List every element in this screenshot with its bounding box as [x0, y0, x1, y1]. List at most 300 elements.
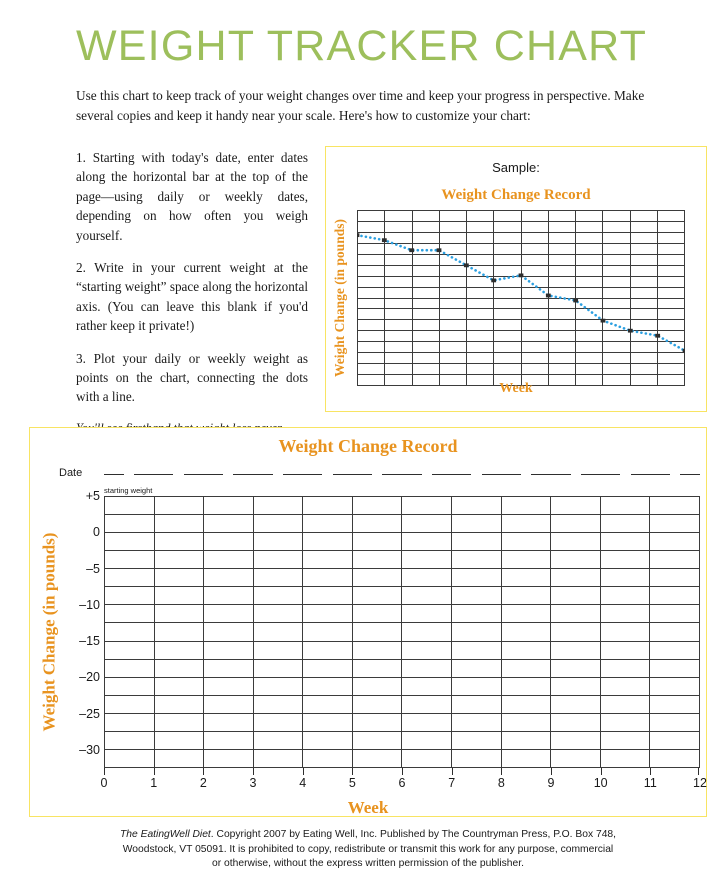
grid-cell	[601, 569, 651, 587]
grid-cell	[502, 587, 552, 605]
date-entry-blanks[interactable]	[104, 474, 700, 486]
grid-cell	[204, 533, 254, 551]
grid-cell	[303, 660, 353, 678]
grid-cell	[549, 320, 576, 331]
grid-cell	[105, 569, 155, 587]
grid-cell	[576, 309, 603, 320]
grid-cell	[601, 515, 651, 533]
grid-cell	[522, 331, 549, 342]
grid-cell	[358, 288, 385, 299]
grid-cell	[452, 732, 502, 750]
footer-text: . Copyright 2007 by Eating Well, Inc. Published by The Countryman Press, P.O. Box 748, Woodstock, VT 05091. It is prohibited to copy, redistribute or transmit this work for any purpose, commercial or otherwise, without the express written permission of the publisher.	[122, 829, 617, 870]
date-blank-line[interactable]	[581, 474, 621, 475]
grid-cell	[650, 569, 700, 587]
grid-cell	[204, 732, 254, 750]
grid-cell	[549, 342, 576, 353]
grid-cell	[303, 533, 353, 551]
grid-cell	[204, 642, 254, 660]
grid-cell	[631, 320, 658, 331]
grid-cell	[502, 515, 552, 533]
grid-cell	[155, 623, 205, 641]
grid-cell	[551, 714, 601, 732]
grid-cell	[204, 515, 254, 533]
grid-cell	[601, 714, 651, 732]
grid-cell	[254, 587, 304, 605]
grid-cell	[549, 353, 576, 364]
grid-cell	[551, 642, 601, 660]
x-axis-tick-mark	[551, 768, 552, 775]
grid-cell	[254, 533, 304, 551]
grid-cell	[603, 299, 630, 310]
main-chart-plot-area[interactable]	[104, 496, 700, 768]
grid-cell	[254, 660, 304, 678]
grid-cell	[494, 353, 521, 364]
grid-cell	[440, 320, 467, 331]
grid-cell	[303, 569, 353, 587]
grid-cell	[204, 750, 254, 768]
grid-cell	[631, 244, 658, 255]
grid-cell	[603, 266, 630, 277]
grid-cell	[353, 750, 403, 768]
grid-cell	[303, 732, 353, 750]
grid-cell	[494, 233, 521, 244]
x-axis-tick-mark	[601, 768, 602, 775]
grid-cell	[467, 211, 494, 222]
grid-cell	[658, 288, 685, 299]
grid-cell	[254, 750, 304, 768]
x-axis-tick-label: 2	[199, 776, 207, 790]
grid-cell	[353, 587, 403, 605]
grid-cell	[494, 342, 521, 353]
grid-cell	[502, 660, 552, 678]
grid-cell	[358, 299, 385, 310]
grid-cell	[502, 533, 552, 551]
grid-cell	[658, 299, 685, 310]
grid-cell	[413, 277, 440, 288]
footer-copyright	[118, 828, 618, 872]
grid-cell	[522, 364, 549, 375]
grid-cell	[452, 515, 502, 533]
x-axis-tick-mark	[253, 768, 254, 775]
grid-cell	[658, 353, 685, 364]
grid-cell	[551, 515, 601, 533]
x-axis-tick-label: 4	[299, 776, 307, 790]
grid-cell	[452, 714, 502, 732]
grid-cell	[551, 623, 601, 641]
grid-cell	[452, 587, 502, 605]
date-blank-line[interactable]	[283, 474, 323, 475]
y-axis-tick-label: –30	[79, 742, 100, 757]
grid-cell	[658, 233, 685, 244]
grid-cell	[155, 750, 205, 768]
grid-cell	[658, 331, 685, 342]
grid-cell	[385, 233, 412, 244]
grid-cell	[385, 244, 412, 255]
grid-cell	[603, 255, 630, 266]
grid-cell	[522, 288, 549, 299]
grid-cell	[452, 569, 502, 587]
grid-cell	[551, 587, 601, 605]
date-blank-line[interactable]	[134, 474, 174, 475]
grid-cell	[105, 750, 155, 768]
x-axis-tick-label: 0	[100, 776, 108, 790]
grid-cell	[658, 244, 685, 255]
grid-cell	[549, 277, 576, 288]
grid-cell	[494, 255, 521, 266]
grid-cell	[303, 497, 353, 515]
grid-cell	[105, 587, 155, 605]
grid-cell	[452, 533, 502, 551]
grid-cell	[603, 331, 630, 342]
x-axis-tick-mark	[154, 768, 155, 775]
grid-cell	[467, 255, 494, 266]
grid-cell	[358, 364, 385, 375]
grid-cell	[155, 515, 205, 533]
grid-cell	[631, 222, 658, 233]
y-axis-tick-label: 0	[93, 525, 100, 540]
grid-cell	[413, 288, 440, 299]
grid-cell	[549, 364, 576, 375]
grid-cell	[502, 642, 552, 660]
grid-cell	[105, 533, 155, 551]
grid-cell	[105, 551, 155, 569]
grid-cell	[650, 587, 700, 605]
grid-cell	[502, 732, 552, 750]
grid-cell	[105, 696, 155, 714]
grid-cell	[603, 222, 630, 233]
grid-cell	[549, 222, 576, 233]
grid-cell	[658, 364, 685, 375]
grid-cell	[576, 353, 603, 364]
grid-cell	[204, 497, 254, 515]
grid-cell	[452, 750, 502, 768]
grid-cell	[385, 309, 412, 320]
grid-cell	[631, 266, 658, 277]
grid-cell	[549, 255, 576, 266]
grid-cell	[155, 714, 205, 732]
grid-cell	[440, 364, 467, 375]
grid-cell	[402, 551, 452, 569]
grid-cell	[576, 222, 603, 233]
grid-cell	[551, 569, 601, 587]
grid-cell	[385, 342, 412, 353]
grid-cell	[413, 222, 440, 233]
x-axis-tick-mark	[501, 768, 502, 775]
grid-cell	[522, 277, 549, 288]
sample-chart-grid	[357, 210, 685, 386]
grid-cell	[353, 605, 403, 623]
instruction-step-1: 1. Starting with today's date, enter dates along the horizontal bar at the top of the page—using daily or weekly dates, depending on how often you weigh yourself.	[76, 150, 308, 243]
grid-cell	[155, 587, 205, 605]
grid-cell	[650, 551, 700, 569]
grid-cell	[105, 714, 155, 732]
date-blank-line[interactable]	[631, 474, 671, 475]
grid-cell	[631, 331, 658, 342]
grid-cell	[502, 497, 552, 515]
grid-cell	[551, 551, 601, 569]
grid-cell	[402, 533, 452, 551]
x-axis-tick-label: 12	[693, 776, 707, 790]
main-chart-title: Weight Change Record	[278, 436, 458, 456]
grid-cell	[467, 266, 494, 277]
grid-cell	[353, 623, 403, 641]
grid-cell	[467, 222, 494, 233]
y-axis-tick-label: –25	[79, 706, 100, 721]
date-blank-line[interactable]	[233, 474, 273, 475]
grid-cell	[467, 288, 494, 299]
grid-cell	[650, 750, 700, 768]
date-blank-line[interactable]	[184, 474, 224, 475]
grid-cell	[452, 497, 502, 515]
grid-cell	[601, 678, 651, 696]
grid-cell	[494, 299, 521, 310]
grid-cell	[502, 696, 552, 714]
grid-cell	[353, 678, 403, 696]
grid-cell	[494, 244, 521, 255]
grid-cell	[155, 605, 205, 623]
grid-cell	[522, 309, 549, 320]
grid-cell	[551, 750, 601, 768]
grid-cell	[467, 353, 494, 364]
grid-cell	[155, 678, 205, 696]
grid-cell	[402, 587, 452, 605]
grid-cell	[601, 660, 651, 678]
grid-cell	[353, 714, 403, 732]
grid-cell	[385, 288, 412, 299]
main-chart-grid[interactable]	[104, 496, 700, 768]
grid-cell	[303, 642, 353, 660]
page-title: WEIGHT TRACKER CHART	[76, 22, 648, 70]
grid-cell	[440, 233, 467, 244]
grid-cell	[358, 353, 385, 364]
y-axis-tick-label: –15	[79, 634, 100, 649]
instructions-column	[76, 148, 308, 454]
grid-cell	[650, 623, 700, 641]
grid-cell	[601, 696, 651, 714]
x-axis-tick-mark	[303, 768, 304, 775]
date-blank-line[interactable]	[333, 474, 373, 475]
grid-cell	[105, 678, 155, 696]
grid-cell	[658, 211, 685, 222]
grid-cell	[254, 714, 304, 732]
date-blank-line[interactable]	[382, 474, 422, 475]
grid-cell	[303, 587, 353, 605]
grid-cell	[358, 244, 385, 255]
grid-cell	[522, 222, 549, 233]
grid-cell	[467, 309, 494, 320]
grid-cell	[494, 211, 521, 222]
grid-cell	[494, 266, 521, 277]
grid-cell	[467, 331, 494, 342]
main-chart-panel	[29, 427, 707, 817]
grid-cell	[631, 233, 658, 244]
x-axis-tick-mark	[104, 768, 105, 775]
grid-cell	[551, 497, 601, 515]
grid-cell	[494, 364, 521, 375]
grid-cell	[385, 255, 412, 266]
date-blank-line[interactable]	[432, 474, 472, 475]
grid-cell	[155, 732, 205, 750]
grid-cell	[502, 551, 552, 569]
grid-cell	[402, 515, 452, 533]
grid-cell	[522, 211, 549, 222]
grid-cell	[440, 244, 467, 255]
grid-cell	[551, 660, 601, 678]
main-x-axis-tick-marks	[104, 768, 700, 776]
grid-cell	[413, 309, 440, 320]
grid-cell	[467, 364, 494, 375]
grid-cell	[603, 288, 630, 299]
grid-cell	[522, 233, 549, 244]
grid-cell	[631, 277, 658, 288]
grid-cell	[358, 342, 385, 353]
grid-cell	[658, 222, 685, 233]
main-y-axis-label	[36, 496, 62, 768]
grid-cell	[254, 678, 304, 696]
grid-cell	[402, 660, 452, 678]
grid-cell	[551, 605, 601, 623]
date-label: Date	[59, 467, 83, 479]
x-axis-tick-mark	[203, 768, 204, 775]
grid-cell	[576, 331, 603, 342]
grid-cell	[650, 642, 700, 660]
grid-cell	[494, 288, 521, 299]
grid-cell	[601, 587, 651, 605]
x-axis-tick-mark	[352, 768, 353, 775]
grid-cell	[385, 211, 412, 222]
grid-cell	[522, 320, 549, 331]
grid-cell	[576, 299, 603, 310]
main-y-axis-label-text: Weight Change (in pounds)	[39, 532, 58, 732]
grid-cell	[551, 732, 601, 750]
intro-paragraph: Use this chart to keep track of your weight changes over time and keep your progress in perspective. Make several copies and keep it handy near your scale. Here's how to customize your chart:	[76, 88, 645, 123]
grid-cell	[576, 342, 603, 353]
grid-cell	[631, 353, 658, 364]
date-blank-line[interactable]	[104, 474, 124, 475]
grid-cell	[576, 277, 603, 288]
grid-cell	[385, 222, 412, 233]
grid-cell	[650, 678, 700, 696]
grid-cell	[502, 569, 552, 587]
grid-cell	[658, 266, 685, 277]
grid-cell	[353, 497, 403, 515]
grid-cell	[603, 244, 630, 255]
grid-cell	[522, 353, 549, 364]
grid-cell	[467, 277, 494, 288]
grid-cell	[204, 551, 254, 569]
date-blank-line[interactable]	[680, 474, 700, 475]
grid-cell	[385, 277, 412, 288]
grid-cell	[204, 623, 254, 641]
grid-cell	[522, 299, 549, 310]
grid-cell	[549, 233, 576, 244]
grid-cell	[105, 660, 155, 678]
grid-cell	[155, 660, 205, 678]
grid-cell	[204, 696, 254, 714]
grid-cell	[440, 309, 467, 320]
grid-cell	[603, 364, 630, 375]
grid-cell	[440, 211, 467, 222]
grid-cell	[576, 233, 603, 244]
grid-cell	[353, 732, 403, 750]
grid-cell	[155, 569, 205, 587]
date-blank-line[interactable]	[482, 474, 522, 475]
grid-cell	[353, 533, 403, 551]
grid-cell	[402, 623, 452, 641]
grid-cell	[631, 288, 658, 299]
grid-cell	[494, 277, 521, 288]
grid-cell	[402, 642, 452, 660]
x-axis-tick-mark	[650, 768, 651, 775]
date-blank-line[interactable]	[531, 474, 571, 475]
grid-cell	[385, 364, 412, 375]
grid-cell	[358, 320, 385, 331]
grid-cell	[467, 342, 494, 353]
grid-cell	[551, 678, 601, 696]
y-axis-tick-label: –20	[79, 670, 100, 685]
grid-cell	[452, 678, 502, 696]
grid-cell	[204, 587, 254, 605]
grid-cell	[440, 255, 467, 266]
grid-cell	[254, 497, 304, 515]
grid-cell	[254, 732, 304, 750]
starting-weight-label: starting weight	[104, 486, 153, 495]
grid-cell	[522, 342, 549, 353]
grid-cell	[385, 331, 412, 342]
grid-cell	[603, 309, 630, 320]
grid-cell	[353, 569, 403, 587]
grid-cell	[452, 623, 502, 641]
y-axis-tick-label: –5	[86, 561, 100, 576]
grid-cell	[603, 320, 630, 331]
grid-cell	[631, 309, 658, 320]
grid-cell	[650, 515, 700, 533]
grid-cell	[549, 309, 576, 320]
grid-cell	[385, 320, 412, 331]
grid-cell	[631, 364, 658, 375]
grid-cell	[494, 309, 521, 320]
grid-cell	[658, 342, 685, 353]
grid-cell	[413, 331, 440, 342]
grid-cell	[601, 551, 651, 569]
grid-cell	[551, 696, 601, 714]
grid-cell	[353, 515, 403, 533]
grid-cell	[576, 266, 603, 277]
x-axis-tick-label: 1	[150, 776, 158, 790]
grid-cell	[603, 277, 630, 288]
grid-cell	[601, 642, 651, 660]
grid-cell	[254, 696, 304, 714]
grid-cell	[576, 244, 603, 255]
grid-cell	[658, 320, 685, 331]
grid-cell	[467, 244, 494, 255]
grid-cell	[254, 515, 304, 533]
grid-cell	[358, 255, 385, 266]
grid-cell	[576, 364, 603, 375]
grid-cell	[603, 353, 630, 364]
grid-cell	[105, 605, 155, 623]
grid-cell	[358, 266, 385, 277]
sample-chart-panel	[325, 146, 707, 412]
main-x-axis-tick-labels	[100, 776, 707, 794]
x-axis-tick-label: 9	[547, 776, 555, 790]
grid-cell	[452, 605, 502, 623]
grid-cell	[603, 233, 630, 244]
grid-cell	[385, 266, 412, 277]
grid-cell	[440, 277, 467, 288]
grid-cell	[522, 255, 549, 266]
grid-cell	[204, 714, 254, 732]
